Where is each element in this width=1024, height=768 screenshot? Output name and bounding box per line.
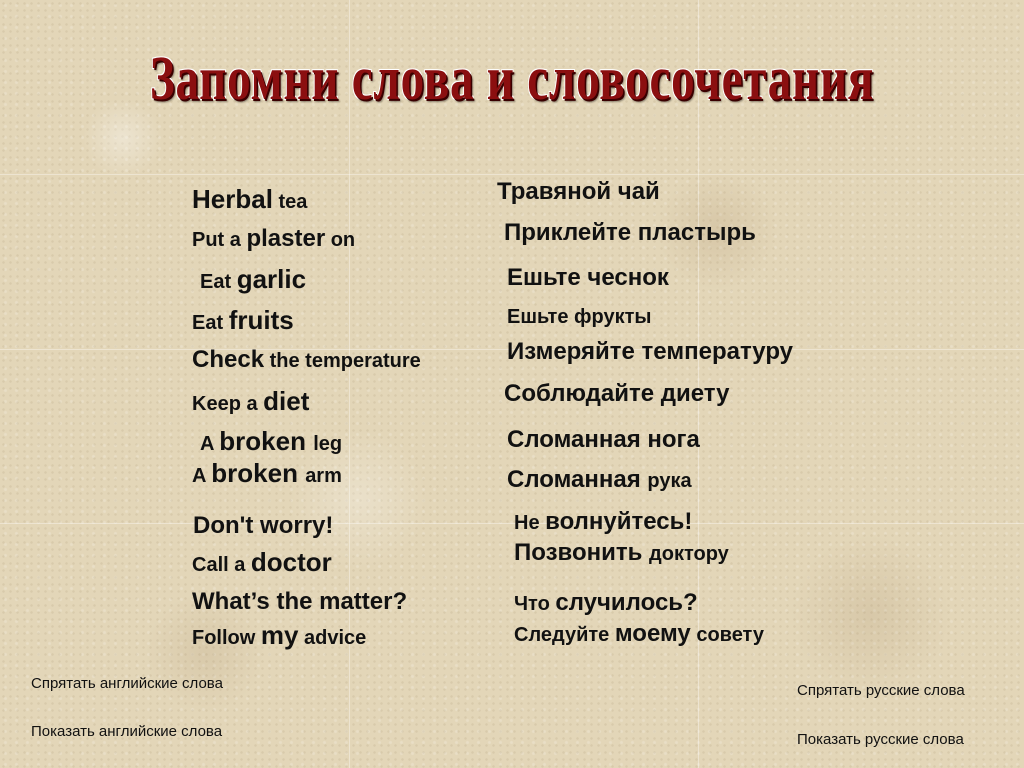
phrase-part: garlic [236, 264, 307, 294]
phrase-part: tea [272, 191, 308, 213]
english-phrase [192, 184, 307, 215]
english-phrase [192, 386, 309, 417]
russian-phrase [514, 620, 764, 648]
show-english-button[interactable]: Показать английские слова [31, 723, 223, 740]
slide-title: Запомни слова и словосочетания [149, 45, 875, 113]
phrase-part: A [200, 433, 220, 455]
phrase-part: Check [192, 346, 265, 373]
phrase-part: Не [514, 512, 546, 534]
texture-seam [0, 523, 1024, 524]
hide-english-button[interactable]: Спрятать английские слова [31, 675, 223, 692]
phrase-part: broken [211, 458, 306, 488]
phrase-part: волнуйтесь! [545, 508, 693, 535]
russian-phrase: Травяной чай [497, 178, 660, 205]
phrase-part: Herbal [192, 184, 273, 214]
phrase-part: my [260, 620, 299, 650]
show-russian-button[interactable]: Показать русские слова [797, 731, 964, 748]
phrase-part: broken [219, 426, 314, 456]
russian-phrase [507, 466, 692, 494]
english-phrase [192, 305, 294, 336]
phrase-part: Следуйте [514, 624, 615, 646]
phrase-part: Follow [192, 627, 261, 649]
phrase-part: on [325, 229, 356, 251]
phrase-part: diet [263, 386, 310, 416]
phrase-part: Сломанная [507, 466, 648, 493]
english-phrase [200, 426, 342, 457]
russian-phrase: Ешьте фрукты [507, 306, 652, 328]
phrase-part: Позвонить [514, 539, 650, 566]
russian-phrase: Приклейте пластырь [504, 219, 756, 246]
english-phrase [192, 547, 332, 578]
phrase-part: A [192, 465, 212, 487]
phrase-part: случилось? [555, 589, 698, 616]
english-phrase [192, 620, 366, 651]
texture-seam [349, 0, 350, 768]
phrase-part: Eat [192, 312, 229, 334]
russian-phrase: Сломанная нога [507, 426, 700, 453]
phrase-part: doctor [250, 547, 332, 577]
phrase-part: advice [298, 627, 367, 649]
phrase-part: leg [313, 433, 343, 455]
phrase-part: Что [514, 593, 556, 615]
hide-russian-button[interactable]: Спрятать русские слова [797, 682, 965, 699]
russian-phrase: Соблюдайте диету [504, 380, 730, 407]
russian-phrase: Измеряйте температуру [507, 338, 794, 365]
phrase-part: the temperature [264, 350, 421, 372]
english-phrase: What’s the matter? [192, 588, 408, 615]
phrase-part: рука [647, 470, 692, 492]
phrase-part: моему [614, 620, 691, 647]
texture-seam [0, 174, 1024, 175]
english-phrase [200, 264, 306, 295]
phrase-part: доктору [649, 543, 729, 565]
phrase-part: Eat [200, 271, 237, 293]
english-phrase [192, 346, 421, 374]
english-phrase: Don't worry! [193, 512, 334, 539]
english-phrase [192, 225, 355, 253]
russian-phrase [514, 508, 692, 536]
phrase-part: Call a [192, 554, 251, 576]
english-phrase [192, 458, 342, 489]
phrase-part: совету [690, 624, 764, 646]
phrase-part: Keep a [192, 393, 264, 415]
phrase-part: fruits [228, 305, 294, 335]
russian-phrase: Ешьте чеснок [507, 264, 669, 291]
phrase-part: arm [305, 465, 342, 487]
russian-phrase [514, 589, 698, 617]
phrase-part: Put a [192, 229, 247, 251]
phrase-part: plaster [246, 225, 326, 252]
russian-phrase [514, 539, 729, 567]
